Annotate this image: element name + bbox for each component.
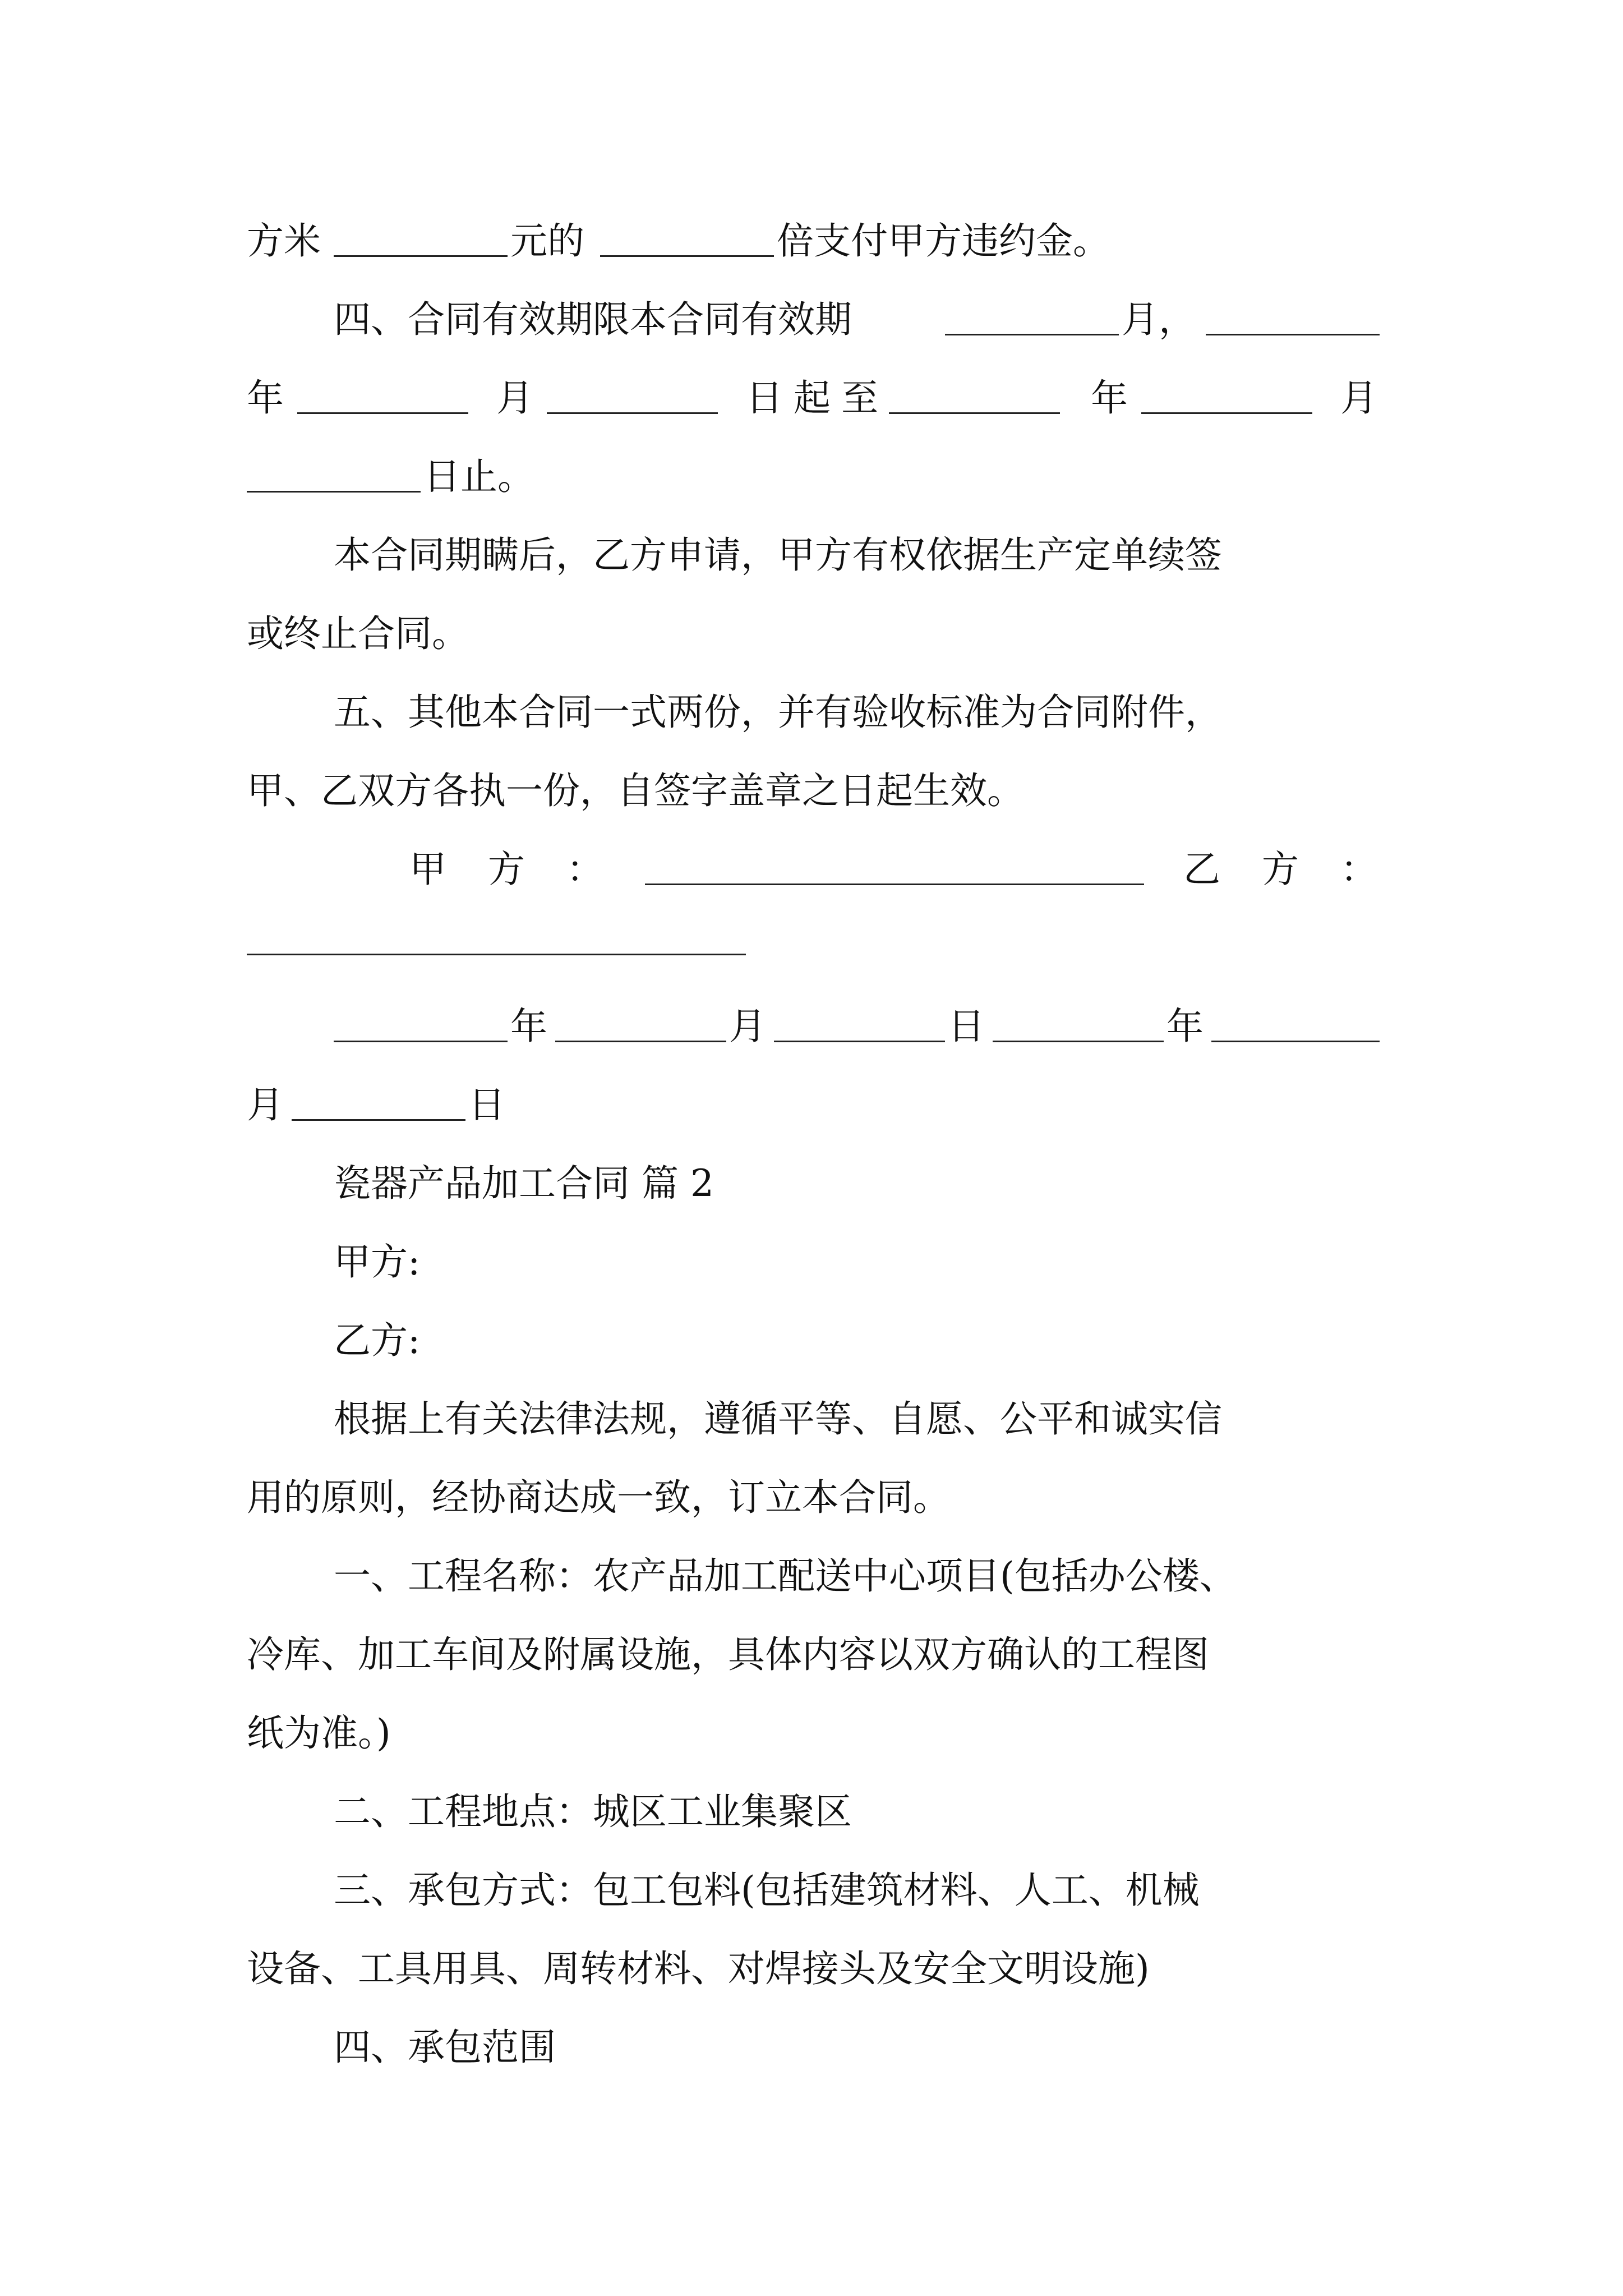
text-segment: 乙 xyxy=(1183,848,1220,891)
text-segment: 倍支付甲方违约金。 xyxy=(777,219,1110,263)
text-segment: 方 xyxy=(488,848,525,891)
paragraph-text: 二、工程地点：城区工业集聚区 xyxy=(334,1790,852,1833)
paragraph-text: 三、承包方式：包工包料(包括建筑材料、人工、机械 xyxy=(334,1869,1200,1912)
text-line xyxy=(0,1938,1623,2000)
text-segment: 年 xyxy=(1166,1005,1204,1048)
paragraph-text: 纸为准。) xyxy=(247,1711,391,1755)
paragraph-text: 用的原则，经协商达成一致，订立本合同。 xyxy=(247,1476,950,1519)
text-segment: 方米 xyxy=(247,219,321,263)
text-segment: 至 xyxy=(841,376,878,420)
fill-in-blank xyxy=(334,255,508,257)
text-line xyxy=(0,446,1623,508)
fill-in-blank xyxy=(547,412,718,414)
fill-in-blank xyxy=(993,1041,1164,1042)
text-line xyxy=(0,1310,1623,1372)
text-line xyxy=(0,367,1623,429)
party-b-label: 乙方: xyxy=(334,1319,421,1362)
text-line xyxy=(0,1703,1623,1764)
text-line xyxy=(0,760,1623,822)
paragraph-text: 一、工程名称：农产品加工配送中心项目(包括办公楼、 xyxy=(334,1554,1237,1598)
paragraph-text: 根据上有关法律法规，遵循平等、自愿、公平和诚实信 xyxy=(334,1397,1222,1441)
text-line xyxy=(0,1231,1623,1293)
text-segment: 年 xyxy=(1091,376,1128,420)
text-line xyxy=(0,682,1623,743)
paragraph-text: 冷库、加工车间及附属设施，具体内容以双方确认的工程图 xyxy=(247,1633,1209,1676)
text-line xyxy=(0,1467,1623,1529)
paragraph-text: 设备、工具用具、周转材料、对焊接头及安全文明设施) xyxy=(247,1947,1150,1990)
text-segment: 方 xyxy=(1262,848,1299,891)
fill-in-blank xyxy=(889,412,1060,414)
text-line xyxy=(0,1781,1623,1843)
text-segment: 日止。 xyxy=(423,455,534,498)
fill-in-blank xyxy=(774,1041,945,1042)
fill-in-blank xyxy=(297,412,468,414)
text-segment: 甲 xyxy=(409,848,446,891)
paragraph-text: 五、其他本合同一式两份，并有验收标准为合同附件， xyxy=(334,691,1222,734)
text-segment: 年 xyxy=(247,376,284,420)
paragraph-text: 甲、乙双方各执一份，自签字盖章之日起生效。 xyxy=(247,769,1024,812)
text-line xyxy=(0,210,1623,272)
fill-in-blank xyxy=(247,491,421,493)
fill-in-blank xyxy=(334,1041,508,1042)
text-line xyxy=(0,1624,1623,1686)
fill-in-blank xyxy=(600,255,774,257)
fill-in-blank xyxy=(1211,1041,1380,1042)
text-segment: ： xyxy=(1340,848,1377,891)
text-line xyxy=(0,524,1623,586)
text-line xyxy=(0,1388,1623,1450)
fill-in-blank xyxy=(1206,334,1380,335)
date-line xyxy=(0,1074,1623,1136)
text-segment: 日 xyxy=(746,376,783,420)
text-line xyxy=(0,1860,1623,1921)
text-line xyxy=(0,1545,1623,1607)
party-a-label: 甲方: xyxy=(334,1240,421,1283)
fill-in-blank xyxy=(1141,412,1312,414)
text-segment: 起 xyxy=(794,376,831,420)
text-segment: 月 xyxy=(496,376,533,420)
paragraph-text: 或终止合同。 xyxy=(247,612,469,655)
paragraph-text: 四、承包范围 xyxy=(334,2026,556,2069)
text-segment: 月 xyxy=(1340,376,1377,420)
text-segment: 元的 xyxy=(510,219,584,263)
signature-line xyxy=(0,909,1623,970)
fill-in-blank xyxy=(292,1119,465,1121)
text-segment: 日 xyxy=(468,1083,505,1126)
text-line xyxy=(0,1153,1623,1214)
section-heading: 瓷器产品加工合同 篇 2 xyxy=(334,1162,714,1205)
signature-blank xyxy=(645,884,1144,885)
text-line xyxy=(0,603,1623,665)
text-line xyxy=(0,289,1623,351)
text-line xyxy=(0,2017,1623,2078)
text-segment: 月， xyxy=(1122,298,1196,341)
date-line xyxy=(0,996,1623,1057)
signature-line xyxy=(0,839,1623,900)
text-segment: ： xyxy=(566,848,603,891)
text-segment: 四、合同有效期限本合同有效期 xyxy=(334,298,852,341)
fill-in-blank xyxy=(555,1041,726,1042)
fill-in-blank xyxy=(945,334,1119,335)
text-segment: 月 xyxy=(247,1083,284,1126)
text-segment: 日 xyxy=(948,1005,985,1048)
text-segment: 年 xyxy=(510,1005,547,1048)
paragraph-text: 本合同期瞒后，乙方申请，甲方有权依据生产定单续签 xyxy=(334,533,1222,577)
text-segment: 月 xyxy=(729,1005,766,1048)
signature-blank xyxy=(247,954,746,955)
